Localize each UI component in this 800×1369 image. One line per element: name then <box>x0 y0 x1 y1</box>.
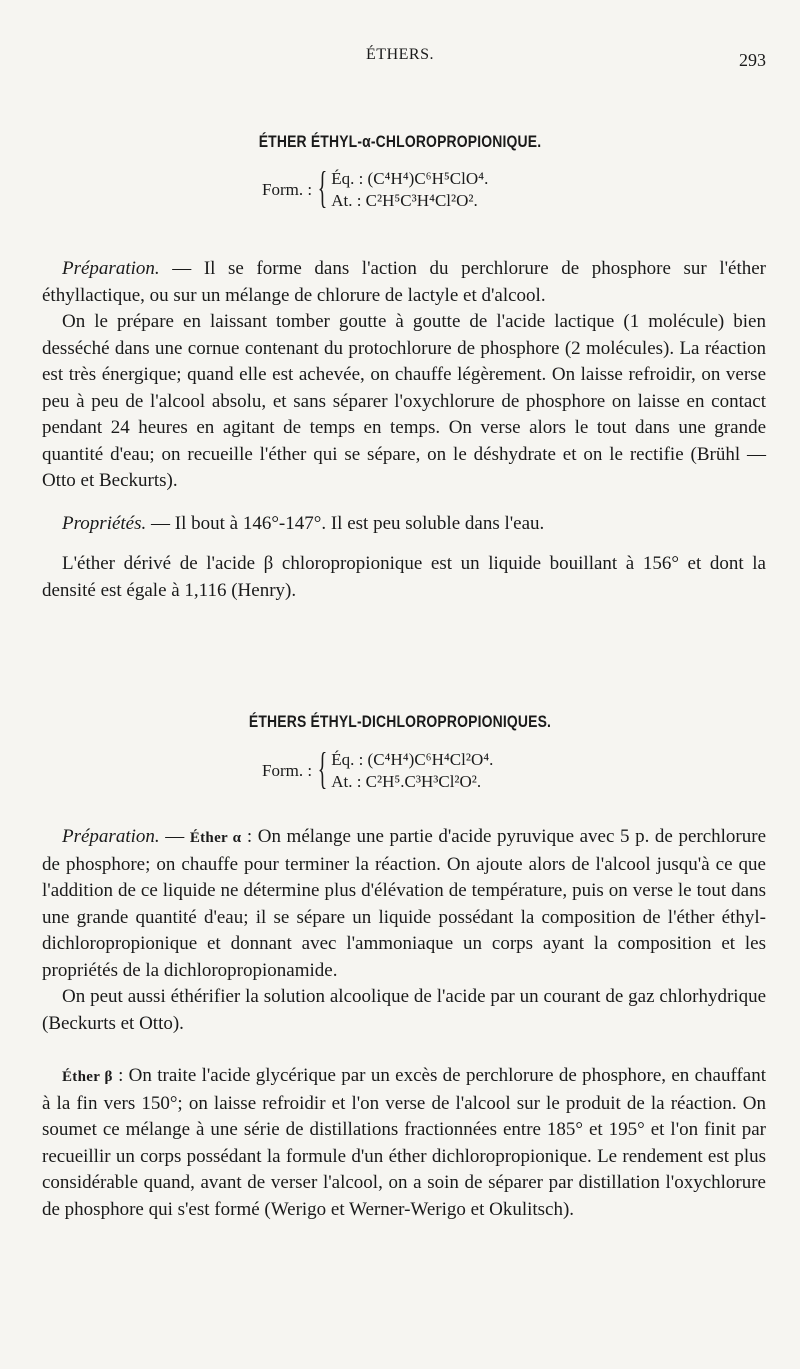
section-title-ethyl-alpha-chloropropionique: ÉTHER ÉTHYL-α-CHLOROPROPIONIQUE. <box>258 132 542 151</box>
section1-body <box>42 256 766 604</box>
ether-beta-label: Éther β <box>62 1069 113 1085</box>
preparation-label: Préparation. <box>62 826 160 847</box>
beta-text: : On traite l'acide glycérique par un excès de perchlorure de phosphore, en chauffant à la fin vers 150°; on laisse refroidir et l'on verse de l'alcool sur le produit de la réaction. On soumet ce mélange à une série de distillations fractionnées entre 185° et 195° et l'on finit par recueillir un corps possédant la formule d'un éther dichloropropionique. Le rendement est plus considérable quand, avant de verser l'alcool, on a soin de séparer par distillation l'oxychlorure de phosphore qui s'est formé (Werigo et Werner-Werigo et Okulitsch). <box>42 1065 767 1220</box>
section2-body <box>42 824 766 1223</box>
properties-paragraph <box>42 511 766 538</box>
formula-label: Form. : <box>262 180 313 199</box>
section-title-ethyl-dichloropropioniques: ÉTHERS ÉTHYL-DICHLOROPROPIONIQUES. <box>248 712 552 731</box>
properties-text: — Il bout à 146°-147°. Il est peu soluble dans l'eau. <box>146 512 545 534</box>
preparation-label: Préparation. <box>62 258 160 279</box>
brace-symbol: { <box>317 744 328 793</box>
preparation-paragraph <box>42 256 766 309</box>
formula-block-1 <box>262 163 489 212</box>
alpha-preparation-paragraph <box>42 824 766 984</box>
ether-alpha-label: Éther α <box>189 830 242 846</box>
formula-eq: Éq. : (C⁴H⁴)C⁶H⁴Cl²O⁴. <box>331 750 494 769</box>
preparation-text: — Il se forme dans l'action du perchlorure de phosphore sur l'éther éthyllactique, ou sur un mélange de chlorure de lactyle et d'alcool. <box>42 258 766 306</box>
formula-block-2 <box>262 744 494 793</box>
formula-at: At. : C²H⁵.C³H³Cl²O². <box>331 772 482 791</box>
brace-symbol: { <box>317 163 328 212</box>
beta-paragraph <box>42 1063 766 1223</box>
formula-label: Form. : <box>262 761 313 780</box>
formula-lines <box>331 168 488 212</box>
properties-label: Propriétés. <box>62 512 147 534</box>
alpha-preparation-text: : On mélange une partie d'acide pyruvique avec 5 p. de perchlorure de phosphore; on chauffe pour terminer la réaction. On ajoute alors de l'alcool jusqu'à ce que l'addition de ce liquide ne détermine plus d'élévation de température, puis on verse le tout dans une grande quantité d'eau; il se sépare un liquide possédant la composition de l'éther éthyl-dichloropropionique et donnant avec l'ammoniaque un corps ayant la composition et les propriétés de la dichloropropionamide. <box>42 826 767 981</box>
etherification-paragraph: On peut aussi éthérifier la solution alcoolique de l'acide par un courant de gaz chlorhydrique (Beckurts et Otto). <box>42 986 766 1034</box>
formula-eq: Éq. : (C⁴H⁴)C⁶H⁵ClO⁴. <box>331 169 489 188</box>
running-title: ÉTHERS. <box>366 46 434 63</box>
page-number: 293 <box>739 50 766 70</box>
beta-ether-paragraph: L'éther dérivé de l'acide β chloropropionique est un liquide bouillant à 156° et dont la densité est égale à 1,116 (Henry). <box>42 553 766 601</box>
procedure-paragraph: On le prépare en laissant tomber goutte à goutte de l'acide lactique (1 molécule) bien desséché dans une cornue contenant du protochlorure de phosphore (2 molécules). La réaction est très énergique; quand elle est achevée, on chauffe légèrement. On laisse refroidir, on verse peu à peu de l'alcool absolu, et sans séparer l'oxychlorure de phosphore on laisse en contact pendant 24 heures en agitant de temps en temps. On verse alors le tout dans une grande quantité d'eau; on recueille l'éther qui se sépare, on le déshydrate et on le rectifie (Brühl — Otto et Beckurts). <box>42 311 766 491</box>
formula-at: At. : C²H⁵C³H⁴Cl²O². <box>331 191 478 210</box>
formula-lines <box>331 749 493 793</box>
preparation-dash: — <box>159 826 190 847</box>
